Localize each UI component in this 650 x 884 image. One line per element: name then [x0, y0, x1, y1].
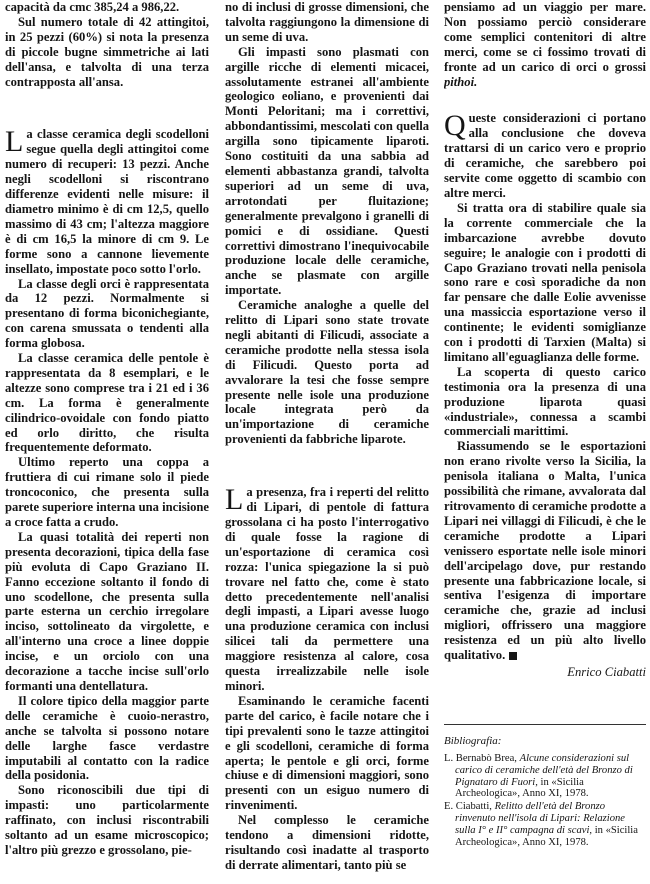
- paragraph: Esaminando le ceramiche facenti parte del carico, è facile notare che i tipi prevalenti sono le tazze attingitoi e gli scodelloni, ceramiche di forma aperta; le pentole e gli orci, forme chiuse e di dimensioni maggiori, sono presenti con un esiguo numero di rinvenimenti.: [225, 693, 429, 813]
- text-column-3: [444, 0, 646, 884]
- paragraph: Il colore tipico della maggior parte delle ceramiche è cuoio-nerastro, anche se talvolta si possono notare delle larghe fasce verdastre imputabili al contatto con la radice della posidonia.: [5, 693, 209, 783]
- paragraph: La scoperta di questo carico testimonia ora la presenza di una produzione liparota quasi «industriale», connessa a scambi commerciali marittimi.: [444, 364, 646, 439]
- bibliography-divider: [444, 724, 646, 725]
- bibliography-title: Bibliografia:: [444, 734, 502, 747]
- paragraph-text: pensiamo ad un viaggio per mare. Non possiamo perciò considerare come semplici contenitori di altre merci, come se ci fossimo trovati di fronte ad un carico di orci o grossi pithoi.: [444, 0, 646, 89]
- paragraph: Sono riconoscibili due tipi di impasti: uno particolarmente raffinato, con inclusi riscontrabili soltanto ad un esame microscopico; l'altro più grezzo e grossolano, pie-: [5, 783, 209, 857]
- bibliography-title-text: Relitto dell'età del Bronzo rinvenuto nell'isola di Lipari: Relazione sulla I° e II° campagna di scavi: [455, 801, 625, 836]
- author-signature: Enrico Ciabatti: [567, 664, 646, 679]
- paragraph: Ceramiche analoghe a quelle del relitto di Lipari sono state trovate negli abitanti di Filicudi, associate a ceramiche prodotte nella stessa isola di Filicudi. Questo porta ad avvalorare la tesi che fosse sempre presente nelle isole una produzione locale integrata però da un'importazione di ceramiche provenienti da fabbriche liparote.: [225, 298, 429, 447]
- section-paragraph: [5, 127, 209, 276]
- paragraph: Si tratta ora di stabilire quale sia la corrente commerciale che la imbarcazione avrebbe dovuto seguire; le analogie con i prodotti di Capo Graziano trovati nella penisola sono rare e così sporadiche da non far pensare che dalle Eolie avvenisse una massiccia esportazione verso il continente; le evidenti somiglianze con i prodotti di Tarxien (Malta) si limitano all'eguaglianza delle forme.: [444, 200, 646, 364]
- drop-cap: Q: [444, 109, 466, 143]
- italic-term: pithoi.: [444, 74, 478, 89]
- text-column-2: [225, 0, 429, 884]
- paragraph: Nel complesso le ceramiche tendono a dimensioni ridotte, risultando così inadatte al trasporto di derrate alimentari, tanto più se: [225, 813, 429, 872]
- bibliography-list: [444, 753, 646, 848]
- paragraph-text: Riassumendo se le esportazioni non erano rivolte verso la Sicilia, la penisola italiana o Malta, l'unica possibilità che rimane, avvalorata dal ritrovamento di ceramiche prodotte a Lipari nei villaggi di Filicudi, è che le ceramiche prodotte a Lipari venissero esportate nelle isole minori dell'arcipelago dove, pur restando presente una fabbricazione locale, si sentiva l'esigenza di importare ceramiche che, grazie ad inclusi migliori, offrissero una maggiore resistenza ed un più alto livello qualitativo.: [444, 439, 646, 663]
- bibliography-author: L. Bernabò Brea,: [444, 752, 520, 764]
- section-paragraph: [225, 485, 429, 694]
- bibliography-entry: [444, 753, 646, 800]
- paragraph: [444, 439, 646, 663]
- paragraph-text: ueste considerazioni ci portano alla conclusione che doveva trattarsi di un carico vero e proprio di ceramiche, che sarebbero poi servite come oggetto di scambio con altre merci.: [444, 111, 646, 200]
- paragraph: La classe degli orci è rappresentata da 12 pezzi. Normalmente si presentano di forma biconichegiante, con carena smussata o tendenti alla forma globosa.: [5, 276, 209, 351]
- paragraph-text: a classe ceramica degli scodelloni segue quella degli attingitoi come numero di recuperi: 13 pezzi. Anche negli scodelloni si riscontrano differenze evidenti nelle misure: il diametro minimo è di cm 12,5, quello massimo di 43 cm; l'altezza maggiore è di cm 16,5 la minore di cm 9. Le forme sono a cannone lievemente insellato, impostate poco sotto l'orlo.: [5, 127, 209, 276]
- bibliography-title-text: Alcune considerazioni sul carico di ceramiche dell'età del Bronzo di Pignataro di Fuori: [455, 752, 633, 788]
- paragraph: La classe ceramica delle pentole è rappresentata da 8 esemplari, e le altezze sono comprese tra i 21 ed i 36 cm. La forma è generalmente cilindrico-ovoidale con fondo piatto ed orlo diritto, che risulta frequentemente deformato.: [5, 351, 209, 455]
- paragraph: La quasi totalità dei reperti non presenta decorazioni, tipica della fase più evoluta di Capo Graziano II. Fanno eccezione soltanto il fondo di uno scodellone, che presenta sulla parte esterna un cerchio irregolare inciso, sottolineato da virgolette, e all'interno una croce a linee doppie incise, e un orciolo con una decorazione a tacche incise sull'orlo formanti una dentellatura.: [5, 529, 209, 693]
- bibliography-source: , in «Sicilia Archeologica», Anno XI, 1978.: [455, 824, 638, 848]
- bibliography-entry: [444, 801, 646, 848]
- paragraph: [444, 0, 646, 89]
- paragraph: Ultimo reperto una coppa a fruttiera di cui rimane solo il piede troncoconico, che presenta sulla parete superiore interna una incisione a croce fatta a crudo.: [5, 455, 209, 529]
- drop-cap: L: [225, 483, 244, 517]
- bibliography-author: E. Ciabatti,: [444, 801, 495, 813]
- end-of-article-mark: [509, 652, 517, 660]
- bibliography-source: , in «Sicilia Archeologica», Anno XI, 1978.: [455, 776, 589, 800]
- paragraph: no di inclusi di grosse dimensioni, che talvolta raggiungono la dimensione di un seme di uva.: [225, 0, 429, 44]
- paragraph-text: a presenza, fra i reperti del relitto di Lipari, di pentole di fattura grossolana ci ha posto l'interrogativo di quale fosse la ragione di un'esportazione di ceramica così rozza: l'unica spiegazione la si può trovare nel fatto che, come è stato detto precedentemente nell'analisi degli impasti, a Lipari avesse luogo una produzione ceramica con inclusi silicei tali da permettere una maggiore resistenza al calore, cosa questa irrealizzabile nelle isole minori.: [225, 485, 429, 693]
- paragraph: capacità da cmc 385,24 a 986,22.: [5, 0, 180, 14]
- section-paragraph: [444, 111, 646, 200]
- drop-cap: L: [5, 125, 24, 159]
- text-column-1: [5, 0, 209, 884]
- paragraph: Sul numero totale di 42 attingitoi, in 25 pezzi (60%) si nota la presenza di piccole bugne simmetriche ai lati dell'ansa, e talvolta di una terza contrapposta all'ansa.: [5, 14, 209, 89]
- paragraph: Gli impasti sono plasmati con argille ricche di elementi micacei, assolutamente estranei all'ambiente geologico eoliano, e provenienti dai Monti Peloritani; ma i correttivi, abbondantissimi, mescolati con quella argilla sono tipicamente liparoti. Sono costituiti da una sabbia ad elementi abbastanza grandi, talvolta superiori ad un seme di uva, arrotondati per fluitazione; generalmente prevalgono i granelli di pomici e di ossidiane. Questi correttivi dimostrano l'inequivocabile produzione locale delle ceramiche, anche se plasmate con argille importate.: [225, 44, 429, 298]
